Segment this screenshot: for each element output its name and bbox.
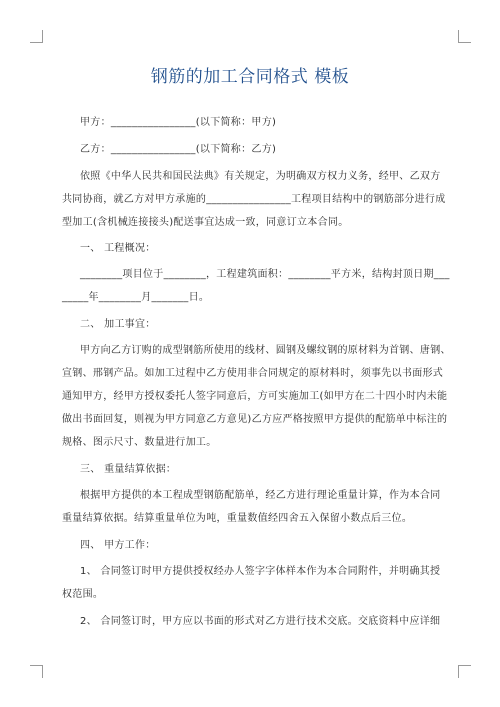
section-heading: 四、 甲方工作： [80,540,156,551]
paragraph-line: 宣钢、邢钢产品。如加工过程中乙方使用非合同规定的原材料时，须事先以书面形式 [62,368,444,379]
paragraph-line: 共同协商，就乙方对甲方承施的________________工程项目结构中的钢筋部分进行成 [62,194,446,205]
paragraph-line: 规格、图示尺寸、数量进行加工。 [62,437,217,448]
corner-mark-bottom-left [30,665,43,678]
party-a-line: 甲方：________________(以下简称：甲方) [80,117,277,128]
corner-mark-top-right [458,30,471,43]
paragraph-line: 型加工(含机械连接接头)配送事宜达成一致，同意订立本合同。 [62,217,349,228]
section-heading: 一、 工程概况： [80,243,156,254]
paragraph-line: 通知甲方，经甲方授权委托人签字同意后，方可实施加工(如甲方在二十四小时内未能 [62,391,448,402]
party-b-line: 乙方：________________(以下简称：乙方) [80,144,277,155]
paragraph-line: 2、 合同签订时，甲方应以书面的形式对乙方进行技术交底。交底资料中应详细 [80,616,441,627]
section-heading: 二、 加工事宜： [80,319,156,330]
paragraph-line: 依照《中华人民共和国民法典》有关规定，为明确双方权力义务，经甲、乙双方 [80,171,441,182]
paragraph-line: 权范围。 [62,589,104,600]
corner-mark-bottom-right [458,665,471,678]
paragraph-line: 甲方向乙方订购的成型钢筋所使用的线材、圆钢及螺纹钢的原材料为首钢、唐钢、 [80,345,451,356]
paragraph-line: _____年________月_______日。 [62,292,210,303]
paragraph-line: ________项目位于________，工程建筑面积：________平方米，结构封顶日期___ [80,269,450,280]
paragraph-line: 做出书面回复，则视为甲方同意乙方意见)乙方应严格按照甲方提供的配筋单中标注的 [62,414,448,425]
paragraph-line: 重量结算依据。结算重量单位为吨，重量数值经四舍五入保留小数点后三位。 [62,513,413,524]
corner-mark-top-left [30,30,43,43]
document-title: 钢筋的加工合同格式 模板 [150,67,350,87]
section-heading: 三、 重量结算依据： [80,464,177,475]
paragraph-line: 根据甲方提供的本工程成型钢筋配筋单，经乙方进行理论重量计算，作为本合同 [80,490,441,501]
paragraph-line: 1、 合同签订时甲方提供授权经办人签字字体样本作为本合同附件，并明确其授 [80,566,441,577]
